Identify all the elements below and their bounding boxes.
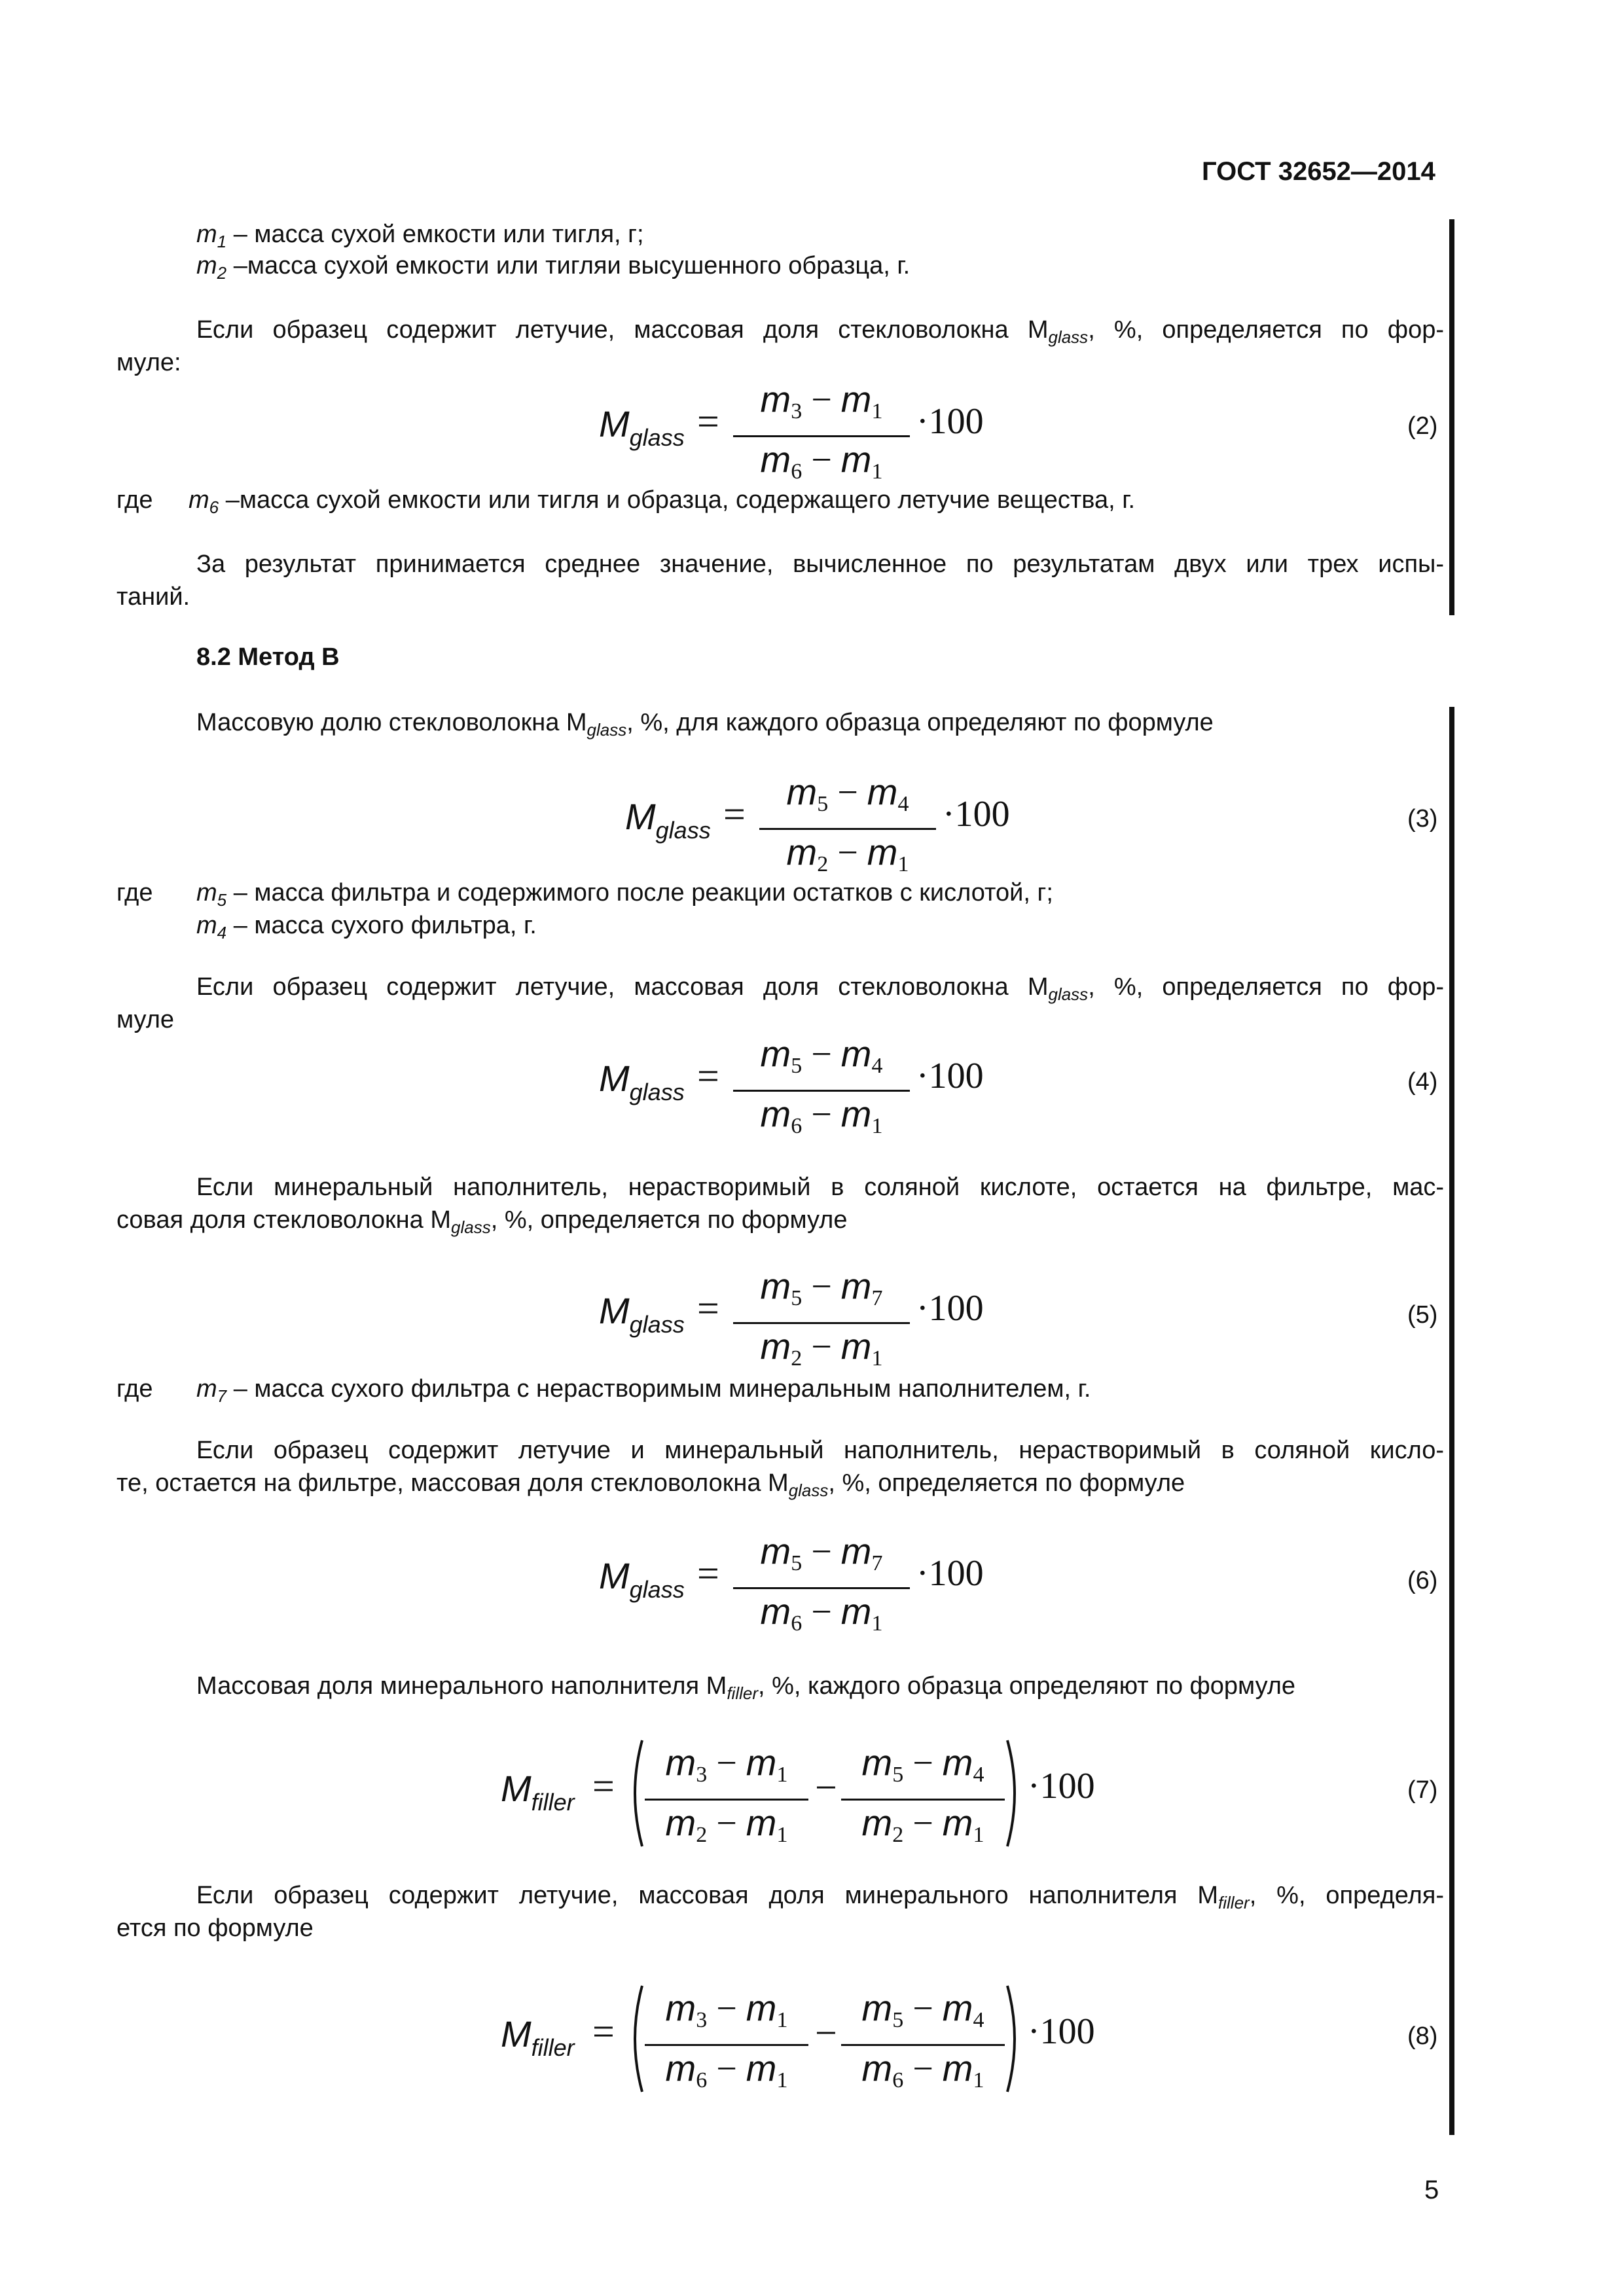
formula-8: $M_{filler}$ = $m_3 - m_1$ $m_6 - m_1$ − $m_5 - m_4$ $m_6 - m_1$ ·100 [497, 1983, 1087, 2094]
change-bar [1449, 219, 1454, 615]
formula-7: $M_{filler}$ = $m_3 - m_1$ $m_2 - m_1$ − $m_5 - m_4$ $m_2 - m_1$ ·100 [497, 1738, 1087, 1849]
equation-number-4: (4) [1407, 1068, 1438, 1096]
formula-2: $M_{glass}$ = $m_3 - m_1$ $m_6 - m_1$ ·100 [599, 378, 984, 484]
paragraph-method-b: Массовую долю стекловолокна $M_{glass}$, %, для каждого образца определяют по формуле [196, 709, 1214, 740]
change-bar [1449, 707, 1454, 2135]
equation-number-8: (8) [1407, 2022, 1438, 2050]
page-number: 5 [1424, 2176, 1439, 2204]
equation-number-6: (6) [1407, 1567, 1438, 1594]
paragraph-volatile-mineral: Если образец содержит летучие и минеральный наполнитель, нерастворимый в соляной кисло- [196, 1437, 1444, 1464]
definition-m7: $m_7$ – масса сухого фильтра с нерастворимым минеральным наполнителем, г. [196, 1375, 1091, 1406]
paragraph-continuation: совая доля стекловолокна $M_{glass}$, %, определяется по формуле [117, 1206, 848, 1237]
formula-3: $M_{glass}$ = $m_5 - m_4$ $m_2 - m_1$ ·100 [625, 771, 1010, 876]
equation-number-7: (7) [1407, 1776, 1438, 1804]
where-label: где [117, 879, 153, 906]
definition-m1: $m_1$ – масса сухой емкости или тигля, г; [196, 221, 644, 251]
paragraph-result-continuation: таний. [117, 583, 190, 611]
definition-m4: $m_4$ – масса сухого фильтра, г. [196, 912, 537, 942]
where-label: где [117, 486, 153, 514]
equation-number-5: (5) [1407, 1301, 1438, 1329]
paragraph-continuation: ется по формуле [117, 1914, 314, 1942]
paragraph-continuation: муле: [117, 349, 181, 376]
paragraph-filler-fraction: Массовая доля минерального наполнителя $M_{filler}$, %, каждого образца определяют по формуле [196, 1672, 1296, 1703]
equation-number-2: (2) [1407, 412, 1438, 440]
paragraph-volatile-filler: Если образец содержит летучие, массовая доля минерального наполнителя $M_{filler}$, %, определя- [196, 1882, 1444, 1912]
section-title: 8.2 Метод В [196, 643, 340, 671]
paragraph-mineral-filler: Если минеральный наполнитель, нерастворимый в соляной кислоте, остается на фильтре, мас- [196, 1174, 1444, 1201]
formula-4: $M_{glass}$ = $m_5 - m_4$ $m_6 - m_1$ ·100 [599, 1033, 984, 1138]
left-parenthesis [625, 1983, 645, 2094]
right-parenthesis [1005, 1738, 1024, 1849]
paragraph-volatile-glass-b: Если образец содержит летучие, массовая доля стекловолокна $M_{glass}$, %, определяется по фор- [196, 973, 1444, 1004]
paragraph-result: За результат принимается среднее значение, вычисленное по результатам двух или трех испы- [196, 550, 1444, 578]
formula-6: $M_{glass}$ = $m_5 - m_7$ $m_6 - m_1$ ·100 [599, 1530, 984, 1636]
right-parenthesis [1005, 1983, 1024, 2094]
formula-5: $M_{glass}$ = $m_5 - m_7$ $m_2 - m_1$ ·100 [599, 1265, 984, 1371]
where-label: где [117, 1375, 153, 1403]
paragraph-continuation: те, остается на фильтре, массовая доля стекловолокна $M_{glass}$, %, определяется по формуле [117, 1469, 1185, 1500]
definition-m5: $m_5$ – масса фильтра и содержимого после реакции остатков с кислотой, г; [196, 879, 1053, 910]
definition-m6: $m_6$ –масса сухой емкости или тигля и образца, содержащего летучие вещества, г. [189, 486, 1136, 517]
definition-m2: $m_2$ –масса сухой емкости или тигляи высушенного образца, г. [196, 252, 911, 283]
equation-number-3: (3) [1407, 805, 1438, 833]
document-header: ГОСТ 32652—2014 [1202, 157, 1435, 186]
paragraph-continuation: муле [117, 1006, 175, 1033]
left-parenthesis [625, 1738, 645, 1849]
paragraph-volatile-glass: Если образец содержит летучие, массовая доля стекловолокна $M_{glass}$, %, определяется по фор- [196, 316, 1444, 347]
